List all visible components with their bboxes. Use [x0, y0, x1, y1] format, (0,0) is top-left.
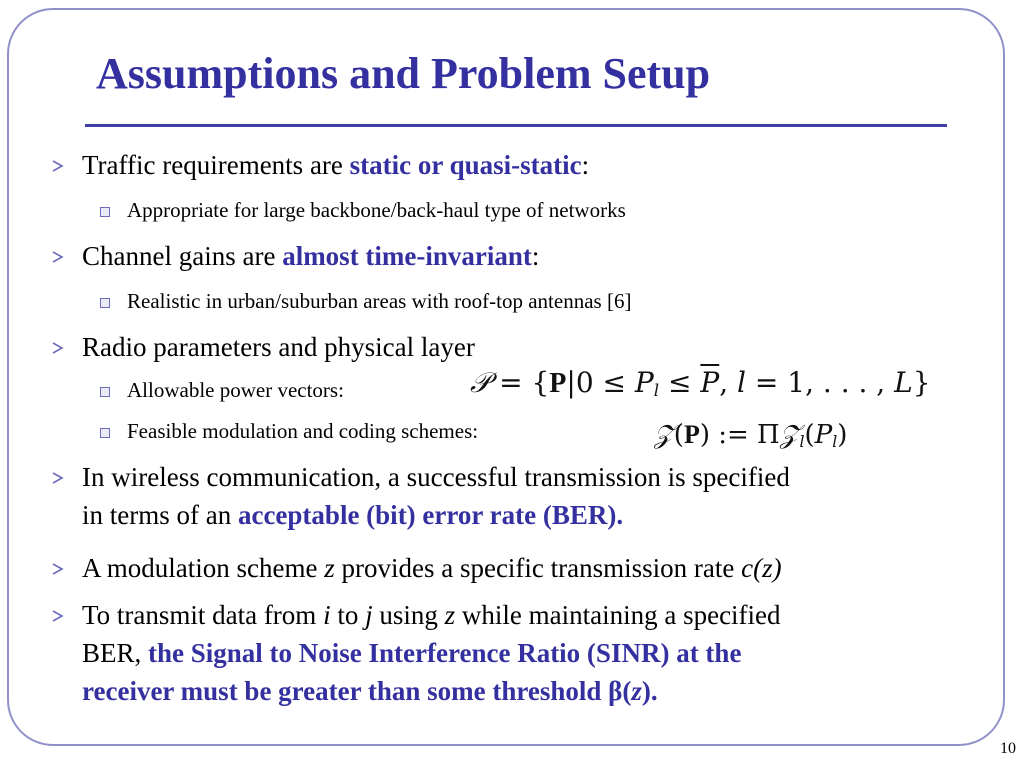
formula-text: } — [912, 366, 931, 399]
formula-symbol: P — [549, 368, 567, 399]
variable-j: j — [365, 600, 373, 630]
page-number: 10 — [1000, 740, 1016, 757]
bullet-radio — [82, 328, 475, 366]
bullet-text-line2 — [82, 496, 790, 534]
formula-text: |0 ≤ — [566, 366, 635, 399]
highlight-text: the Signal to Noise Interference Ratio (SINR) at the — [148, 638, 742, 668]
variable-z: z — [631, 676, 642, 706]
arrowhead-icon — [52, 146, 72, 184]
sub-bullet-backbone — [127, 195, 626, 225]
bullet-text-line1 — [82, 596, 781, 634]
formula-subscript: l — [653, 380, 660, 400]
bullet-text: Traffic requirements are — [82, 150, 350, 180]
bullet-text: In wireless communication, a successful transmission is specified — [82, 462, 790, 492]
arrowhead-icon — [52, 596, 72, 634]
bullet-text: using — [372, 600, 445, 630]
formula-subscript: l — [799, 433, 805, 451]
bullet-text: while maintaining a specified — [455, 600, 781, 630]
sub-bullet-text: Feasible modulation and coding schemes: — [127, 419, 479, 443]
modulation-scheme-formula — [654, 420, 847, 451]
bullet-sinr — [82, 596, 781, 710]
formula-text: , — [719, 366, 738, 399]
bullet-text: To transmit data from — [82, 600, 324, 630]
sub-bullet-power — [127, 375, 344, 405]
square-icon — [100, 387, 110, 397]
formula-symbol: $\overline{P}$ — [700, 366, 720, 399]
highlight-text: ). — [641, 676, 658, 706]
variable-z: z — [324, 553, 335, 583]
highlight-text: acceptable (bit) error rate (BER). — [237, 500, 624, 530]
bullet-text: Channel gains are — [82, 241, 283, 271]
formula-text: ( — [673, 420, 684, 450]
bullet-text: A modulation scheme — [82, 553, 325, 583]
variable-i: i — [323, 600, 331, 630]
variable-z: z — [444, 600, 456, 630]
bullet-text-end: : — [531, 241, 540, 271]
bullet-ber — [82, 458, 790, 534]
bullet-modulation-rate — [82, 549, 782, 587]
bullet-text-line3 — [82, 672, 781, 710]
bullet-text: BER, — [82, 638, 149, 668]
formula-text: = { — [490, 366, 550, 399]
bullet-traffic — [82, 146, 589, 184]
formula-symbol: L — [894, 366, 913, 399]
square-icon — [100, 207, 110, 217]
bullet-text: provides a specific transmission rate — [334, 553, 742, 583]
bullet-text: to — [330, 600, 366, 630]
arrowhead-icon — [52, 328, 72, 366]
bullet-text-line2 — [82, 634, 781, 672]
power-vector-formula — [470, 366, 931, 400]
bullet-text-end: : — [581, 150, 590, 180]
formula-symbol: 𝒵 — [654, 420, 674, 450]
sub-bullet-urban — [127, 286, 631, 316]
formula-symbol: 𝒵 — [779, 420, 800, 450]
highlight-text: static or quasi-static — [349, 150, 582, 180]
formula-symbol: 𝒫 — [470, 366, 491, 399]
arrowhead-icon — [52, 237, 72, 275]
sub-bullet-text: Realistic in urban/suburban areas with roof-top antennas [6] — [127, 289, 632, 313]
formula-subscript: l — [832, 433, 838, 451]
sub-bullet-text: Allowable power vectors: — [127, 378, 344, 402]
bullet-text: in terms of an — [82, 500, 238, 530]
arrowhead-icon — [52, 458, 72, 496]
formula-symbol: P — [814, 420, 833, 450]
rate-function: c(z) — [741, 553, 782, 583]
formula-text: ) := Π — [699, 420, 780, 450]
formula-symbol: P — [634, 366, 654, 399]
formula-text: ≤ — [659, 366, 701, 399]
slide-title: Assumptions and Problem Setup — [96, 49, 711, 98]
formula-text: ) — [837, 420, 848, 450]
square-icon — [100, 428, 110, 438]
formula-text: ( — [804, 420, 815, 450]
bullet-text: Radio parameters and physical layer — [82, 332, 475, 362]
sub-bullet-text: Appropriate for large backbone/back-haul type of networks — [127, 198, 626, 222]
formula-text: = 1, . . . , — [746, 366, 895, 399]
arrowhead-icon — [52, 549, 72, 587]
highlight-text: almost time-invariant — [282, 241, 532, 271]
formula-symbol: l — [737, 366, 747, 399]
formula-symbol: P — [683, 420, 700, 449]
sub-bullet-modulation — [127, 416, 478, 446]
square-icon — [100, 298, 110, 308]
bullet-channel — [82, 237, 539, 275]
highlight-text: receiver must be greater than some threshold β( — [82, 676, 632, 706]
